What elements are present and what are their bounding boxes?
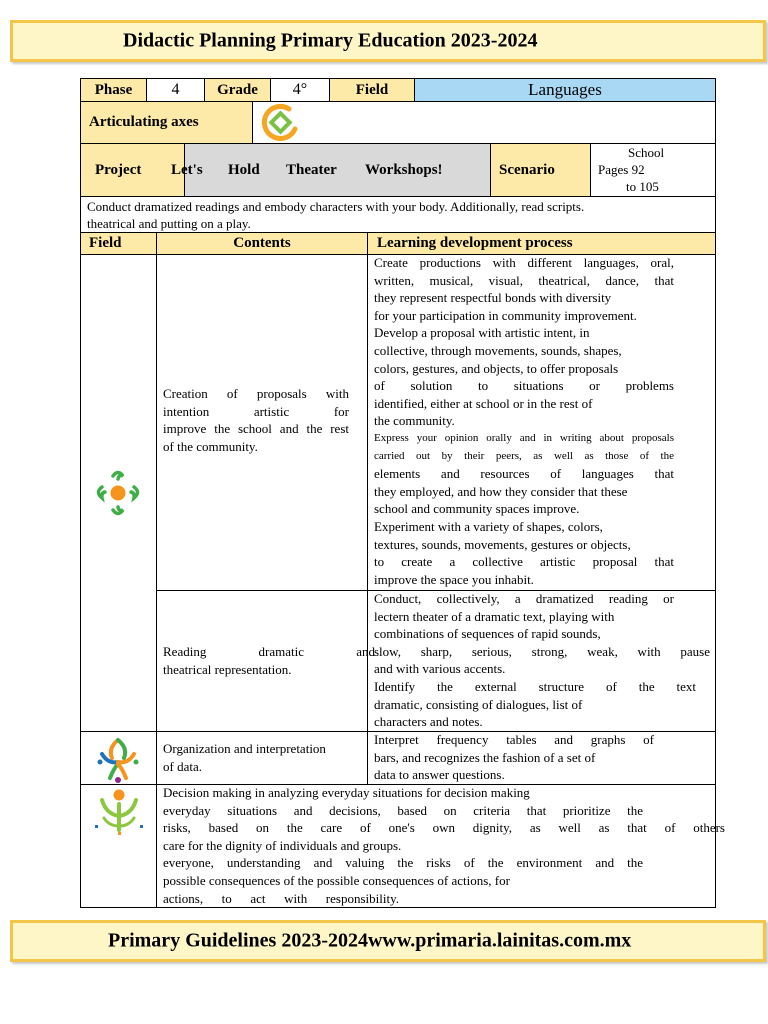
languages-field-icon [93,467,143,519]
axes-label-cell [80,101,253,144]
field-label-cell [329,78,415,102]
scenario-label-cell [490,143,591,197]
contents-text-3: Organization and interpretation of data. [163,741,326,774]
description-cell [80,196,716,233]
process-text-1: Create productions with different languages, oral, written, musical, visual, theatrical, dance, that they represent respectful bonds with diversity for your participation in community improvement. Develop a proposal with artistic intent, in collective, through movements, sounds, shapes, colors, gestures, and objects, to offer proposals of solution to situations or problems identified, either at school or in the rest of the community. Express your opinion orally and in writing about proposals carried out by their peers, as well as those of the elements and resources of languages that they employed, and how they consider that these school and community spaces improve. Experiment with a variety of shapes, colors, textures, sounds, movements, gestures or objects, to create a collective artistic proposal that improve the space you inhabit. [374,255,674,587]
scenario-line-3: to 105 [626,179,659,194]
process-text-3: Interpret frequency tables and graphs of bars, and recognizes the fashion of a set of data to answer questions. [374,732,654,783]
scenario-value-cell [590,143,716,197]
articulating-axis-icon [261,103,301,143]
field-value: Languages [528,80,602,99]
contents-text-1: Creation of proposals with intention artistic for improve the school and the rest of the community. [163,386,349,454]
ethics-field-icon [92,786,146,836]
project-word-3: Theater [286,162,337,178]
project-word-2: Hold [228,162,260,178]
process-text-2: Conduct, collectively, a dramatized reading or lectern theater of a dramatic text, playing with combinations of sequences of rapid sounds, slow, sharp, serious, strong, weak, with pause and with various accents. Identify the external structure of the text dramatic, consisting of dialogues, list of characters and notes. [374,591,710,730]
merged-text-4: Decision making in analyzing everyday situations for decision making everyday situations and decisions, based on criteria that prioritize the risks, based on the care of one's own dignity, as well as that of others care for the dignity of individuals and groups. everyone, understanding and valuing the risks of the environment and the possible consequences of the possible consequences of actions, for actions, to act with responsibility. [163,785,725,906]
grade-value: 4° [292,81,308,98]
footer-banner [10,920,766,962]
scenario-line-1: School [628,145,665,160]
footer-text: Primary Guidelines 2023-2024www.primaria.lainitas.com.mx [108,929,632,952]
field-value-cell [414,78,716,102]
axes-value-cell [252,101,716,144]
description-line-1: Conduct dramatized readings and embody characters with your body. Additionally, read scripts. [87,199,585,214]
knowledge-field-icon [92,734,144,784]
project-label: Project [95,162,142,178]
project-word-4: Workshops! [365,162,443,178]
phase-label-cell [80,78,147,102]
grade-value-cell [270,78,330,102]
phase-value: 4 [171,81,180,98]
column-header-contents: Contents [156,232,368,255]
column-header-process: Learning development process [367,232,716,255]
scenario-label: Scenario [499,162,555,178]
contents-text-2: Reading dramatic and theatrical representation. [163,644,375,677]
column-header-field: Field [80,232,157,255]
scenario-line-2: Pages 92 [598,162,645,177]
axes-label: Articulating axes [89,114,199,130]
project-title-cell [171,143,491,197]
grade-label-cell [204,78,271,102]
field-label: Field [355,81,389,98]
document-title: Didactic Planning Primary Education 2023-2024 [123,29,538,52]
top-banner [10,20,766,62]
phase-label: Phase [94,81,133,98]
description-line-2: theatrical and putting on a play. [87,216,251,231]
grade-label: Grade [217,81,258,98]
project-label-cell [80,143,185,197]
project-word-1: Let's [171,162,203,178]
phase-value-cell [146,78,205,102]
